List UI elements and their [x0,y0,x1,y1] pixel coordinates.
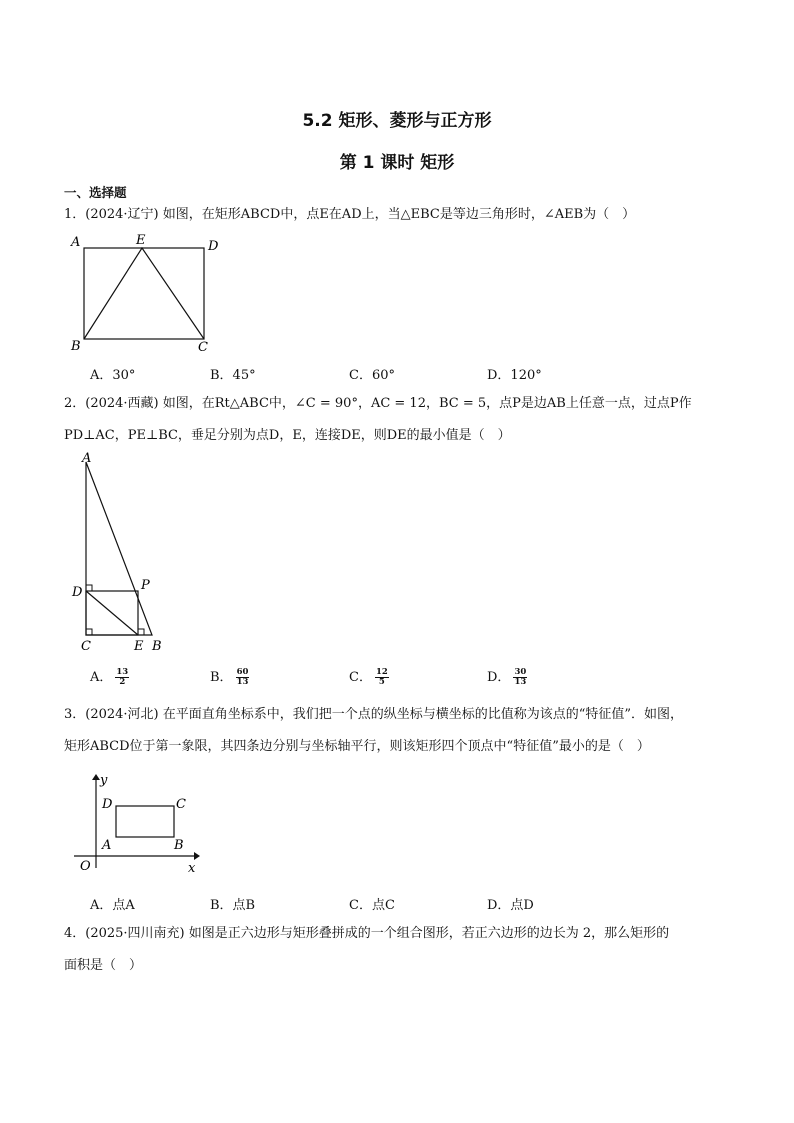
q3-choice-d[interactable]: D．点D [487,898,534,913]
q2-choice-b[interactable]: B． $\frac{60}{13}$ [210,667,249,687]
triangle-abc [86,462,152,635]
label-d: D [102,797,113,812]
section-heading: 一、选择题 [64,185,127,200]
page-title: 5.2 矩形、菱形与正方形 [302,111,492,131]
q1-choice-a[interactable]: A．30° [90,368,136,383]
label-c: C [176,797,186,812]
right-angle-mark-e [138,629,144,635]
label-b: B [174,838,184,853]
rectangle-abcd [84,248,204,339]
lesson-subtitle: 第 1 课时 矩形 [339,153,455,173]
question-3-line-1: 3．(2024·河北) 在平面直角坐标系中，我们把一个点的纵坐标与横坐标的比值称为该点的“特征值”．如图， [64,707,684,722]
label-e: E [134,639,144,654]
q1-choice-b[interactable]: B．45° [210,368,256,383]
label-y: y [100,773,108,788]
question-3-figure [66,768,206,876]
x-axis-arrow [194,852,200,860]
label-p: P [141,578,150,593]
q3-choice-a[interactable]: A．点A [90,898,135,913]
label-c: C [198,340,208,355]
question-2-figure [68,450,178,658]
q2-choice-c[interactable]: C． $\frac{12}{5}$ [349,667,388,687]
question-1-figure [66,230,226,356]
segment-de [86,591,138,635]
triangle-ebc [84,248,204,339]
fraction: $\frac{13}{2}$ [116,667,129,687]
q1-choice-d[interactable]: D．120° [487,368,542,383]
label-a: A [71,235,81,250]
label-a: A [82,451,92,466]
question-2-line-1: 2．(2024·西藏) 如图，在Rt△ABC中，∠C = 90°，AC = 12，BC = 5，点P是边AB上任意一点，过点P作 [64,396,692,411]
question-4-line-1: 4．(2025·四川南充) 如图是正六边形与矩形叠拼成的一个组合图形，若正六边形的边长为 2，那么矩形的 [64,926,670,941]
question-3-line-2: 矩形ABCD位于第一象限，其四条边分别与坐标轴平行，则该矩形四个顶点中“特征值”最小的是（ ） [64,739,650,754]
rectangle-abcd [116,806,174,837]
q2-choice-d[interactable]: D． $\frac{30}{13}$ [487,667,527,687]
label-c: C [81,639,91,654]
right-angle-mark-d [86,585,92,591]
question-2-line-2: PD⊥AC，PE⊥BC，垂足分别为点D，E，连接DE，则DE的最小值是（ ） [64,428,511,443]
label-x: x [188,861,196,876]
q3-choice-c[interactable]: C．点C [349,898,395,913]
question-4-line-2: 面积是（ ） [64,958,143,973]
label-d: D [72,585,83,600]
label-b: B [152,639,162,654]
q2-choice-a[interactable]: A． $\frac{13}{2}$ [90,667,129,687]
q1-choice-c[interactable]: C．60° [349,368,395,383]
question-1-text: 1．(2024·辽宁) 如图，在矩形ABCD中，点E在AD上，当△EBC是等边三角形时，∠AEB为（ ） [64,207,636,222]
label-d: D [208,239,219,254]
y-axis-arrow [92,774,100,780]
fraction: $\frac{30}{13}$ [514,667,527,687]
label-a: A [102,838,112,853]
fraction: $\frac{60}{13}$ [236,667,249,687]
label-o: O [80,859,91,874]
label-b: B [71,339,81,354]
q3-choice-b[interactable]: B．点B [210,898,256,913]
right-angle-mark-c [86,629,92,635]
fraction: $\frac{12}{5}$ [375,667,388,687]
label-e: E [136,233,146,248]
